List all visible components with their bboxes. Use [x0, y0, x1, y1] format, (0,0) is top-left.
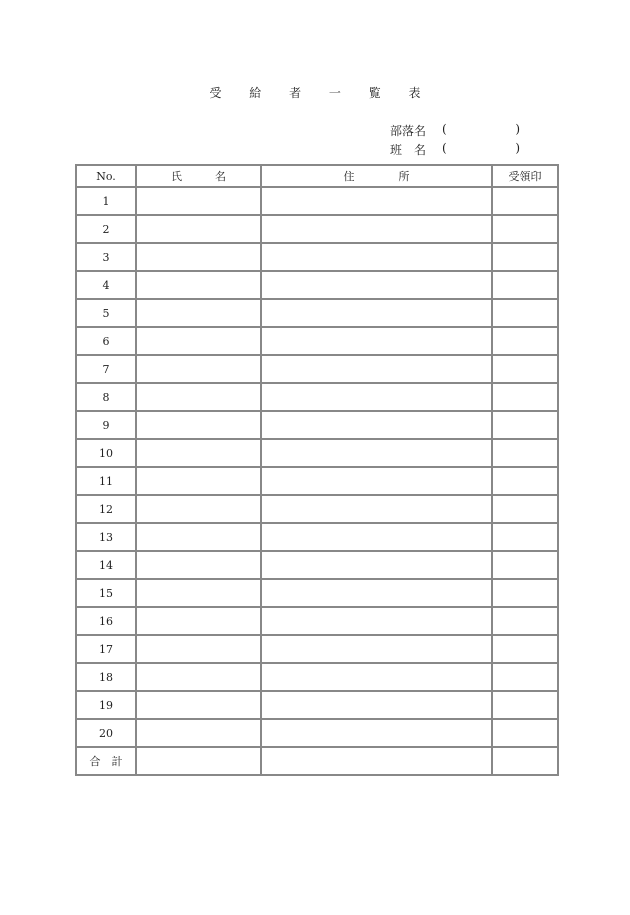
- village-name-line: [390, 122, 550, 139]
- group-name-line: [390, 141, 550, 158]
- table-row: [76, 411, 558, 439]
- name-cell[interactable]: [136, 299, 261, 327]
- seal-cell[interactable]: [492, 383, 558, 411]
- row-number: 1: [76, 187, 136, 215]
- address-cell[interactable]: [261, 187, 492, 215]
- seal-cell[interactable]: [492, 551, 558, 579]
- address-cell[interactable]: [261, 523, 492, 551]
- row-number: 17: [76, 635, 136, 663]
- seal-cell[interactable]: [492, 467, 558, 495]
- table-row: [76, 327, 558, 355]
- header-address: 住 所: [261, 165, 492, 187]
- address-cell[interactable]: [261, 467, 492, 495]
- address-cell[interactable]: [261, 271, 492, 299]
- table-row: [76, 607, 558, 635]
- table-row: [76, 719, 558, 747]
- table-row: [76, 271, 558, 299]
- address-cell[interactable]: [261, 663, 492, 691]
- address-cell[interactable]: [261, 495, 492, 523]
- seal-cell[interactable]: [492, 355, 558, 383]
- name-cell[interactable]: [136, 355, 261, 383]
- address-cell[interactable]: [261, 355, 492, 383]
- row-number: 10: [76, 439, 136, 467]
- address-cell[interactable]: [261, 383, 492, 411]
- total-address-cell[interactable]: [261, 747, 492, 775]
- header-no: No.: [76, 165, 136, 187]
- name-cell[interactable]: [136, 271, 261, 299]
- total-seal-cell[interactable]: [492, 747, 558, 775]
- table-row: [76, 467, 558, 495]
- address-cell[interactable]: [261, 411, 492, 439]
- name-cell[interactable]: [136, 607, 261, 635]
- address-cell[interactable]: [261, 607, 492, 635]
- seal-cell[interactable]: [492, 523, 558, 551]
- village-name-label: 部落名: [390, 124, 427, 138]
- row-number: 19: [76, 691, 136, 719]
- row-number: 5: [76, 299, 136, 327]
- seal-cell[interactable]: [492, 271, 558, 299]
- name-cell[interactable]: [136, 187, 261, 215]
- table-row: [76, 495, 558, 523]
- name-cell[interactable]: [136, 215, 261, 243]
- table-row: [76, 243, 558, 271]
- row-number: 15: [76, 579, 136, 607]
- address-cell[interactable]: [261, 243, 492, 271]
- name-cell[interactable]: [136, 663, 261, 691]
- row-number: 13: [76, 523, 136, 551]
- form-title: 受 給 者 一 覧 表: [209, 86, 433, 100]
- seal-cell[interactable]: [492, 439, 558, 467]
- address-cell[interactable]: [261, 635, 492, 663]
- group-name-field[interactable]: ( ): [442, 141, 521, 155]
- header-name: 氏 名: [136, 165, 261, 187]
- row-number: 14: [76, 551, 136, 579]
- address-cell[interactable]: [261, 299, 492, 327]
- row-number: 8: [76, 383, 136, 411]
- name-cell[interactable]: [136, 691, 261, 719]
- name-cell[interactable]: [136, 439, 261, 467]
- table-row: [76, 215, 558, 243]
- table-row: [76, 439, 558, 467]
- seal-cell[interactable]: [492, 495, 558, 523]
- seal-cell[interactable]: [492, 663, 558, 691]
- row-number: 11: [76, 467, 136, 495]
- name-cell[interactable]: [136, 383, 261, 411]
- total-row: [76, 747, 558, 775]
- row-number: 7: [76, 355, 136, 383]
- recipient-table: [75, 164, 559, 776]
- name-cell[interactable]: [136, 467, 261, 495]
- table-row: [76, 187, 558, 215]
- row-number: 3: [76, 243, 136, 271]
- seal-cell[interactable]: [492, 327, 558, 355]
- seal-cell[interactable]: [492, 187, 558, 215]
- seal-cell[interactable]: [492, 215, 558, 243]
- name-cell[interactable]: [136, 243, 261, 271]
- row-number: 6: [76, 327, 136, 355]
- group-name-label: 班 名: [390, 143, 427, 157]
- row-number: 4: [76, 271, 136, 299]
- table-row: [76, 691, 558, 719]
- seal-cell[interactable]: [492, 299, 558, 327]
- table-row: [76, 579, 558, 607]
- row-number: 16: [76, 607, 136, 635]
- address-cell[interactable]: [261, 691, 492, 719]
- seal-cell[interactable]: [492, 411, 558, 439]
- row-number: 18: [76, 663, 136, 691]
- address-cell[interactable]: [261, 579, 492, 607]
- name-cell[interactable]: [136, 579, 261, 607]
- table-row: [76, 635, 558, 663]
- seal-cell[interactable]: [492, 691, 558, 719]
- name-cell[interactable]: [136, 495, 261, 523]
- seal-cell[interactable]: [492, 635, 558, 663]
- name-cell[interactable]: [136, 523, 261, 551]
- row-number: 12: [76, 495, 136, 523]
- seal-cell[interactable]: [492, 719, 558, 747]
- address-cell[interactable]: [261, 327, 492, 355]
- address-cell[interactable]: [261, 551, 492, 579]
- name-cell[interactable]: [136, 327, 261, 355]
- header-receipt-seal: 受領印: [492, 165, 558, 187]
- name-cell[interactable]: [136, 411, 261, 439]
- seal-cell[interactable]: [492, 579, 558, 607]
- name-cell[interactable]: [136, 719, 261, 747]
- name-cell[interactable]: [136, 551, 261, 579]
- table-row: [76, 523, 558, 551]
- address-cell[interactable]: [261, 215, 492, 243]
- name-cell[interactable]: [136, 635, 261, 663]
- address-cell[interactable]: [261, 719, 492, 747]
- total-name-cell[interactable]: [136, 747, 261, 775]
- village-name-field[interactable]: ( ): [442, 122, 521, 136]
- seal-cell[interactable]: [492, 243, 558, 271]
- table-row: [76, 355, 558, 383]
- address-cell[interactable]: [261, 439, 492, 467]
- row-number: 2: [76, 215, 136, 243]
- table-row: [76, 663, 558, 691]
- total-label: 合 計: [76, 747, 136, 775]
- table-row: [76, 551, 558, 579]
- table-header-row: [76, 165, 558, 187]
- table-row: [76, 299, 558, 327]
- row-number: 20: [76, 719, 136, 747]
- table-row: [76, 383, 558, 411]
- seal-cell[interactable]: [492, 607, 558, 635]
- row-number: 9: [76, 411, 136, 439]
